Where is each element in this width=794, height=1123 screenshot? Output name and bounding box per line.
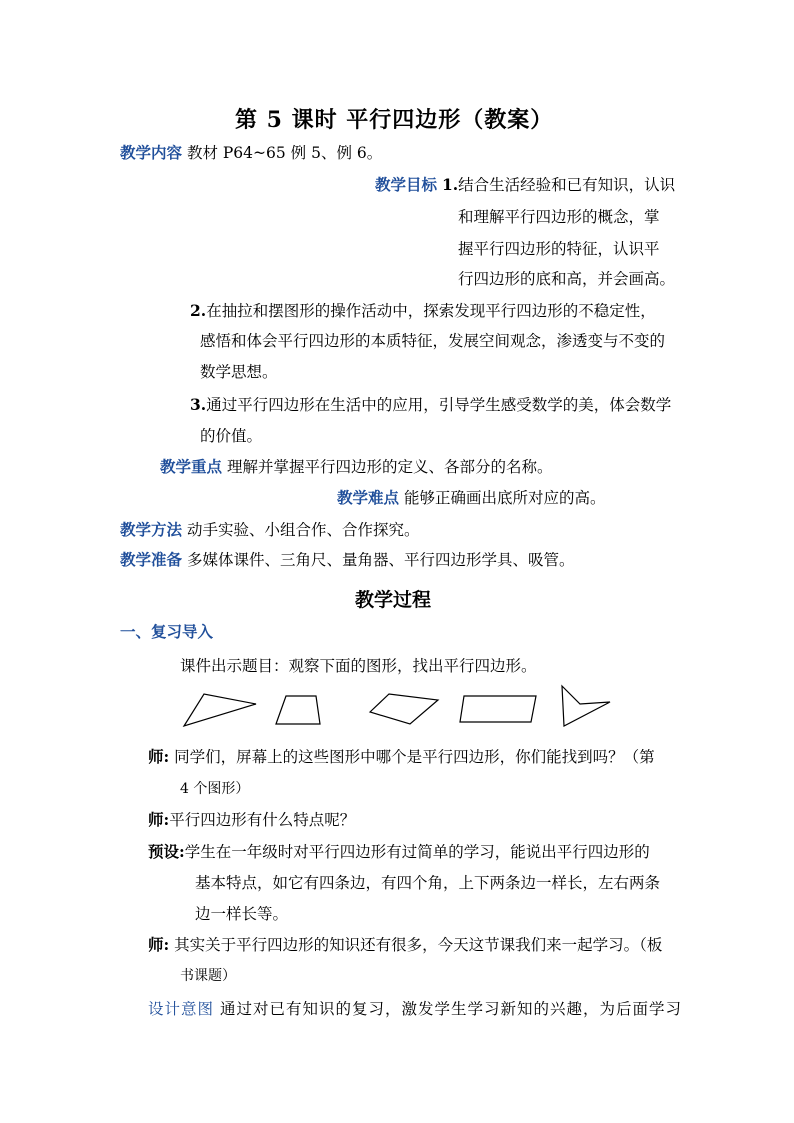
difficulties-label: 教学难点 [337,488,400,507]
difficulties-text: 能够正确画出底所对应的高。 [403,489,606,507]
teaching-content-label: 教学内容 [120,143,183,162]
dialogue-4-line-1 [148,935,662,955]
teaching-content-row [120,143,382,163]
objective-1-line-3: 握平行四边形的特征，认识平 [458,240,660,258]
methods-label: 教学方法 [120,520,183,539]
design-intent-label: 设计意图 [148,1000,215,1018]
difficulties-row [337,488,605,508]
objective-1-line-2: 和理解平行四边形的概念，掌 [458,208,660,226]
objective-3-number: 3. [190,395,207,414]
objective-1-line-4: 行四边形的底和高，并会画高。 [458,270,676,288]
dialogue-4-text: 其实关于平行四边形的知识还有很多，今天这节课我们来一起学习。（板 [174,936,663,954]
section-1-heading: 一、复习导入 [120,622,214,641]
preparation-row [120,550,574,570]
design-intent-row [148,999,682,1019]
preset-line-1 [148,842,650,862]
objective-1-line-1: 结合生活经验和已有知识，认识 [458,176,676,194]
process-heading: 教学过程 [355,589,432,611]
preparation-text: 多媒体课件、三角尺、量角器、平行四边形学具、吸管。 [186,551,575,569]
dialogue-4-line-2: 书课题） [180,968,236,984]
objective-2-number: 2. [190,301,207,320]
preset-text: 学生在一年级时对平行四边形有过简单的学习，能说出平行四边形的 [184,843,650,861]
teacher-speaker-label: 师: [148,935,170,954]
trapezoid-icon [276,696,320,724]
section-1-intro: 课件出示题目：观察下面的图形，找出平行四边形。 [180,657,537,675]
concave-quadrilateral-icon [562,686,610,726]
objective-3-text: 通过平行四边形在生活中的应用，引导学生感受数学的美，体会数学 [206,396,672,414]
dialogue-1-line-1 [148,747,655,767]
dialogue-1-line-2: 4 个图形） [180,781,250,797]
page-title: 第 5 课时 平行四边形（教案） [235,107,554,133]
teacher-speaker-label: 师: [148,747,170,766]
objective-3-line-1 [190,395,671,415]
preset-line-3: 边一样长等。 [195,905,289,923]
dialogue-2 [148,810,355,830]
triangle-icon [184,694,256,726]
preset-speaker-label: 预设: [148,842,185,861]
teacher-speaker-label: 师: [148,810,170,829]
key-points-row [160,457,552,477]
shapes-figure [180,682,620,732]
methods-row [120,520,419,540]
objective-3-line-2: 的价值。 [200,427,263,445]
objective-2-line-3: 数学思想。 [200,363,278,381]
key-points-text: 理解并掌握平行四边形的定义、各部分的名称。 [226,458,553,476]
objective-2-line-2: 感悟和体会平行四边形的本质特征，发展空间观念，渗透变与不变的 [200,332,666,350]
design-intent-text: 通过对已有知识的复习，激发学生学习新知的兴趣，为后面学习 [219,1000,682,1018]
preparation-label: 教学准备 [120,550,183,569]
preset-line-2: 基本特点，如它有四条边，有四个角，上下两条边一样长，左右两条 [195,874,661,892]
teaching-content-text: 教材 P64~65 例 5、例 6。 [186,144,383,162]
dialogue-2-text: 平行四边形有什么特点呢？ [169,811,356,829]
objectives-label: 教学目标 [375,175,438,194]
objective-2-line-1 [190,301,656,321]
objective-2-text: 在抽拉和摆图形的操作活动中，探索发现平行四边形的不稳定性， [206,302,656,320]
methods-text: 动手实验、小组合作、合作探究。 [186,521,420,539]
objective-1-number: 1. [441,175,459,194]
parallelogram-icon [460,696,536,722]
objectives-row [375,175,675,195]
quadrilateral-icon [370,694,438,724]
key-points-label: 教学重点 [160,457,223,476]
dialogue-1-text: 同学们，屏幕上的这些图形中哪个是平行四边形，你们能找到吗？（第 [174,748,655,766]
